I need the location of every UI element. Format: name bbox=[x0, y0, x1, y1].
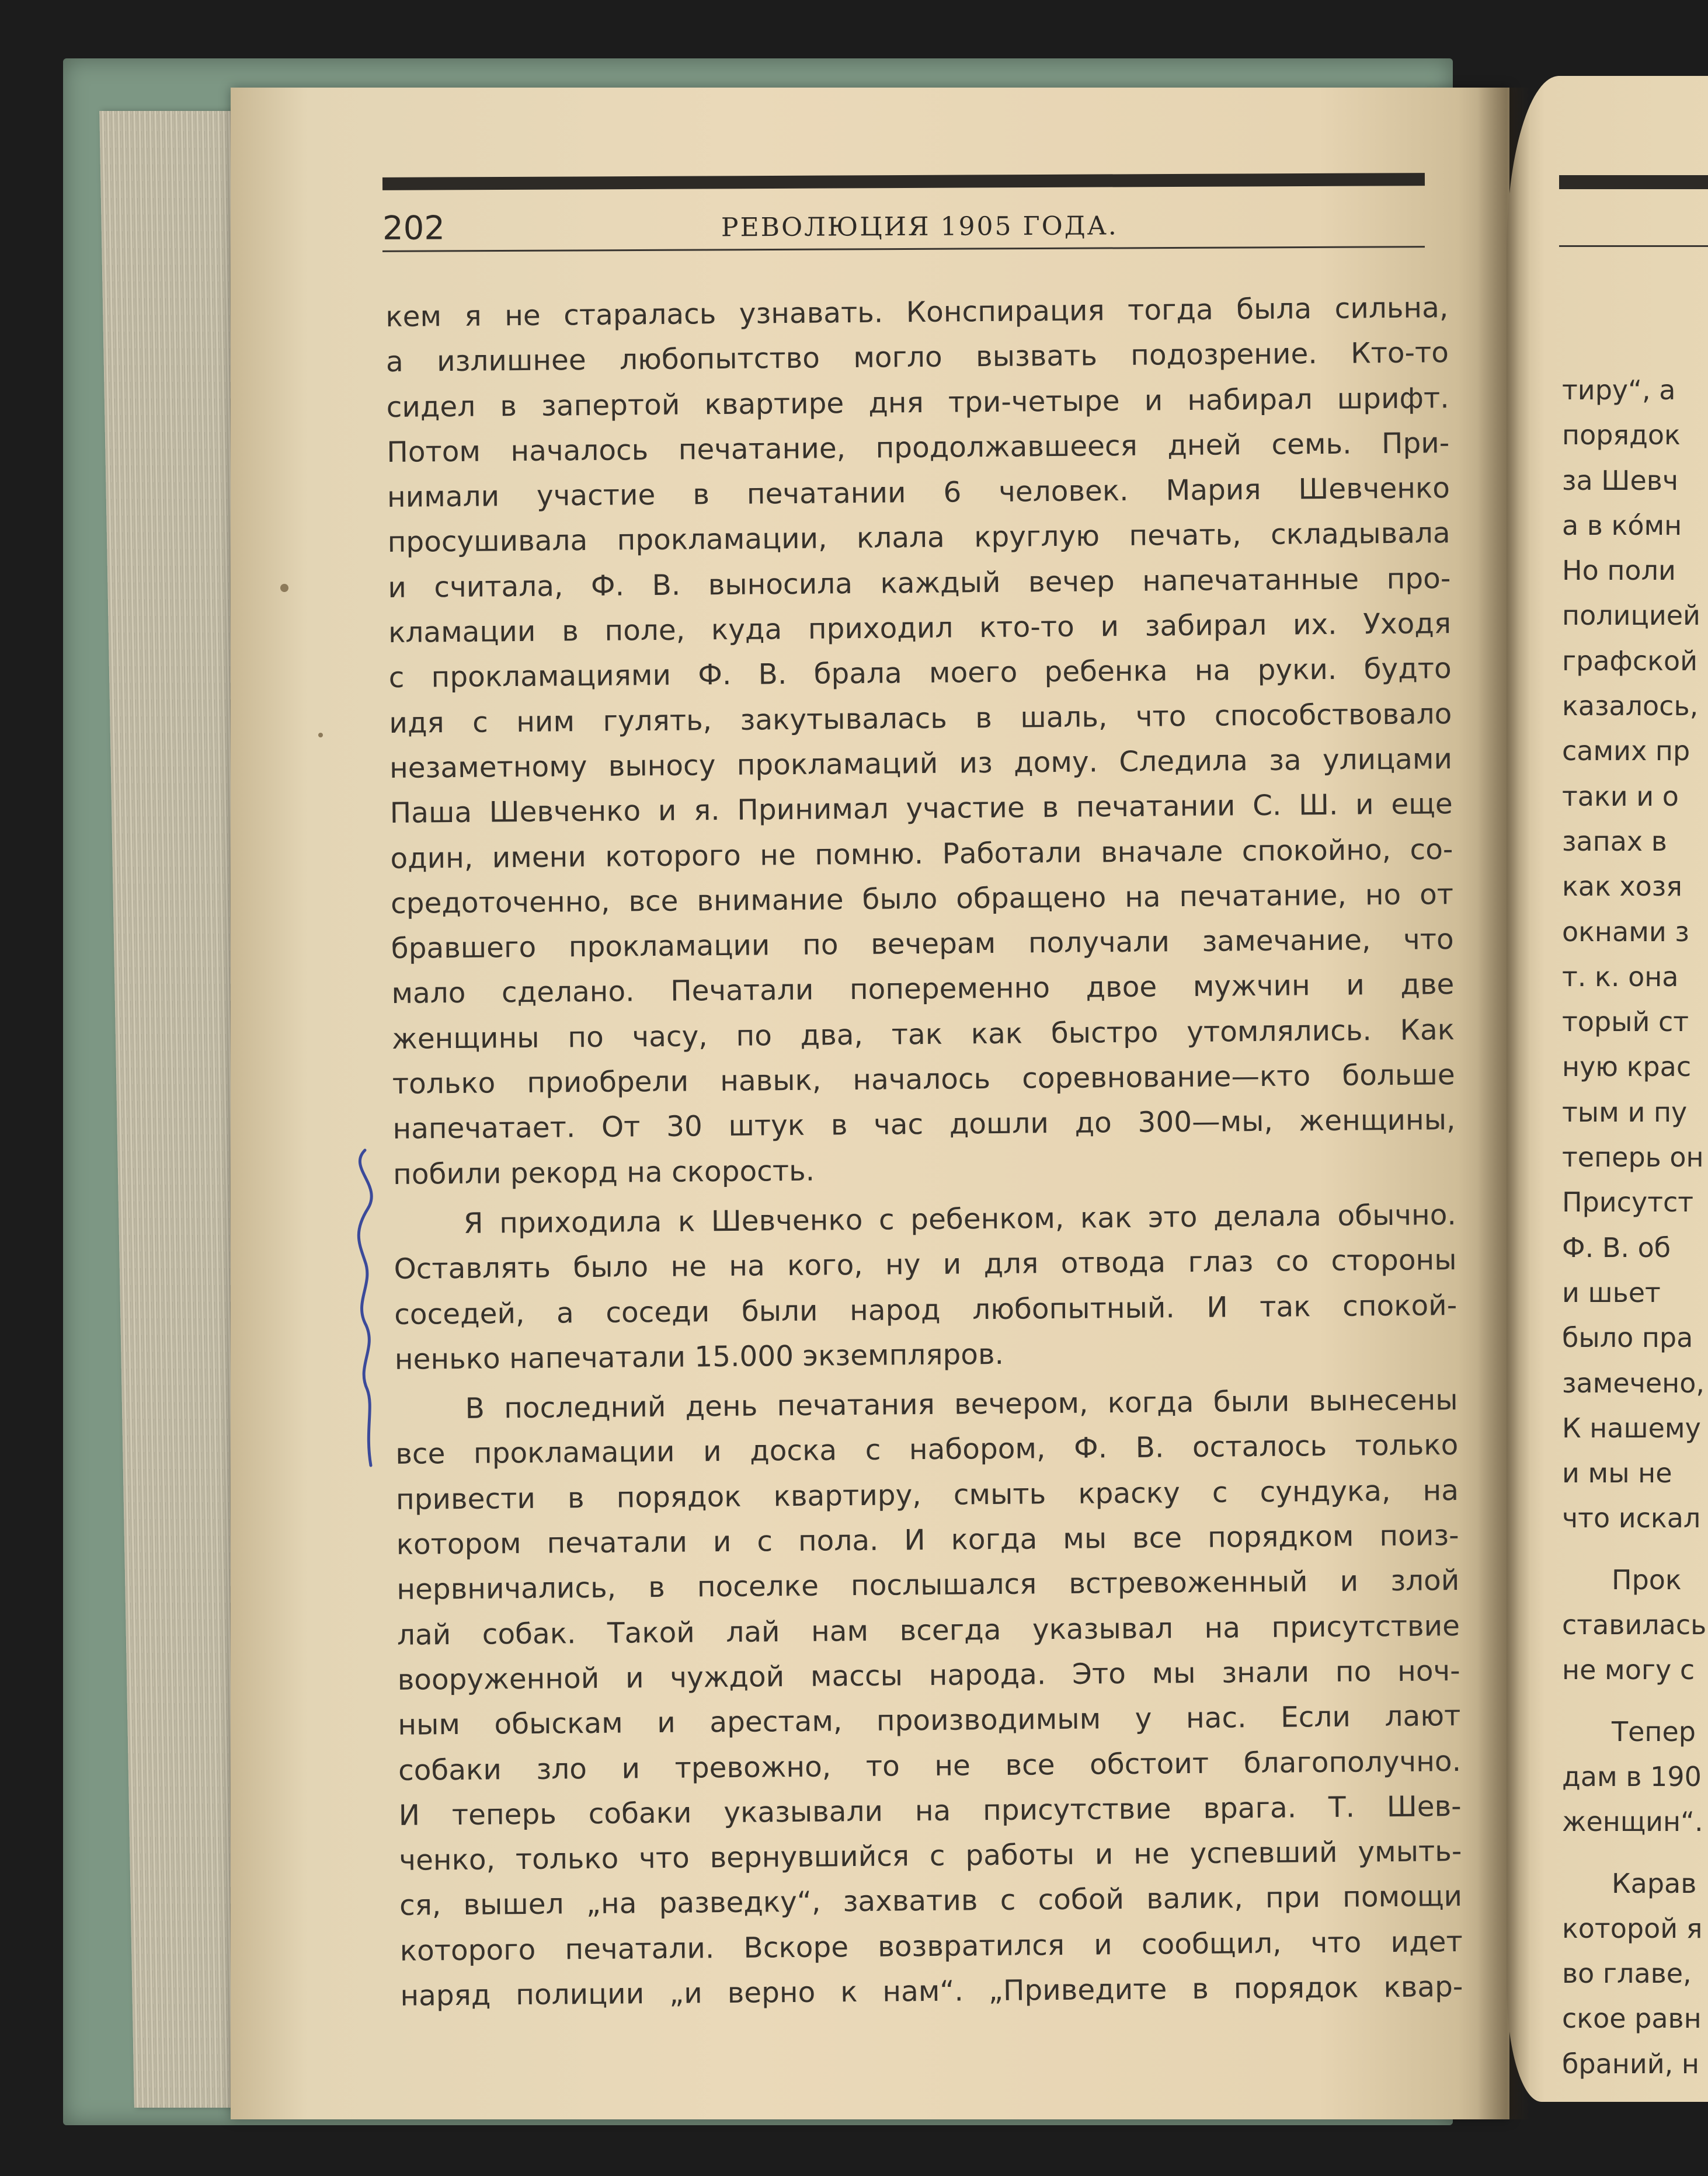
text-line: ся, вышел „на разведку“, захватив с собой валик, при помощи bbox=[399, 1880, 1463, 1923]
text-line: кем я не старалась узнавать. Конспирация тогда была сильна, bbox=[385, 291, 1449, 333]
right-text-line: таки и о bbox=[1562, 780, 1679, 812]
right-text-line: Прок bbox=[1612, 1564, 1682, 1596]
text-line: собаки зло и тревожно, то не все обстоит благополучно. bbox=[398, 1745, 1462, 1787]
right-text-line: порядок bbox=[1562, 419, 1681, 451]
text-line: Я приходила к Шевченко с ребенком, как это делала обычно. bbox=[463, 1198, 1457, 1240]
text-line: вооруженной и чуждой массы народа. Это мы знали по ноч- bbox=[397, 1654, 1460, 1697]
text-line: ным обыскам и арестам, производимым у нас. Если лают bbox=[398, 1700, 1461, 1742]
right-text-line: за Шевч bbox=[1562, 464, 1679, 496]
text-line: мало сделано. Печатали попеременно двое мужчин и две bbox=[391, 968, 1455, 1011]
text-line: идя с ним гулять, закутывалась в шаль, что способствовало bbox=[389, 697, 1452, 740]
right-text-line: т. к. она bbox=[1562, 960, 1679, 993]
paper-spot bbox=[318, 733, 323, 737]
right-text-line: К нашему bbox=[1562, 1412, 1701, 1444]
text-line: В последний день печатания вечером, когда были вынесены bbox=[465, 1384, 1458, 1426]
right-text-line: было пра bbox=[1562, 1322, 1693, 1354]
right-text-line: окнами з bbox=[1562, 915, 1689, 948]
right-text-line: Карав bbox=[1612, 1867, 1697, 1899]
page-number: 202 bbox=[382, 209, 446, 248]
text-line: один, имени которого не помню. Работали вначале спокойно, со- bbox=[390, 833, 1453, 875]
body-text bbox=[385, 286, 1463, 2019]
right-text-line: не могу с bbox=[1562, 1654, 1695, 1686]
right-text-line: тиру“, а bbox=[1562, 374, 1676, 406]
right-text-line: ную крас bbox=[1562, 1051, 1692, 1083]
paper-spot bbox=[280, 584, 288, 592]
text-line: привести в порядок квартиру, смыть краску с сундука, на bbox=[395, 1474, 1459, 1516]
text-line: котором печатали и с пола. И когда мы все порядком поиз- bbox=[396, 1519, 1459, 1561]
text-line: соседей, а соседи были народ любопытный. И так спокой- bbox=[394, 1289, 1457, 1331]
right-text-line: которой я bbox=[1562, 1912, 1703, 1944]
right-text-line: ставилась bbox=[1562, 1609, 1707, 1641]
right-header-rule-thin bbox=[1559, 245, 1708, 247]
right-text-line: как хозя bbox=[1562, 871, 1682, 903]
text-line: незаметному выносу прокламаций из дому. Следила за улицами bbox=[389, 743, 1453, 785]
page-header bbox=[382, 205, 1425, 250]
text-line: Паша Шевченко и я. Принимал участие в печатании С. Ш. и еще bbox=[389, 788, 1453, 830]
text-line: которого печатали. Вскоре возвратился и сообщил, что идет bbox=[399, 1925, 1463, 1968]
pen-margin-mark bbox=[342, 1144, 388, 1471]
right-text-line: теперь он bbox=[1562, 1141, 1704, 1174]
text-line: сидел в запертой квартире дня три-четыре и набирал шрифт. bbox=[386, 381, 1449, 424]
text-line: просушивала прокламации, клала круглую печать, складывала bbox=[387, 517, 1450, 559]
right-text-line: Тепер bbox=[1612, 1715, 1696, 1747]
right-text-line: казалось, bbox=[1562, 690, 1699, 722]
text-line: женщины по часу, по два, так как быстро утомлялись. Как bbox=[391, 1013, 1455, 1056]
right-text-line: браний, н bbox=[1562, 2048, 1699, 2080]
text-line: с прокламациями Ф. В. брала моего ребенка на руки. будто bbox=[388, 652, 1452, 695]
right-text-line: Но поли bbox=[1562, 555, 1676, 587]
text-line: побили рекорд на скорость. bbox=[392, 1154, 815, 1191]
right-text-line: запах в bbox=[1562, 825, 1667, 857]
text-line: нервничались, в поселке послышался встревоженный и злой bbox=[396, 1564, 1460, 1607]
right-text-line: тым и пу bbox=[1562, 1096, 1688, 1128]
paragraph-gap bbox=[1562, 1541, 1708, 1558]
right-text-line: и шьет bbox=[1562, 1276, 1661, 1308]
right-page bbox=[1507, 76, 1708, 2102]
text-line: Потом началось печатание, продолжавшееся дней семь. При- bbox=[387, 426, 1450, 469]
right-page-text bbox=[1562, 368, 1708, 2087]
right-text-line: женщин“. bbox=[1562, 1806, 1703, 1838]
text-line: Оставлять было не на кого, ну и для отвода глаз со стороны bbox=[394, 1244, 1457, 1286]
right-header-rule-thick bbox=[1559, 175, 1708, 189]
text-line: все прокламации и доска с набором, Ф. В. осталось только bbox=[395, 1429, 1459, 1471]
right-text-line: и мы не bbox=[1562, 1457, 1672, 1489]
paragraph-gap bbox=[1562, 1845, 1708, 1861]
text-line: лай собак. Такой лай нам всегда указывал на присутствие bbox=[396, 1609, 1460, 1652]
right-text-line: полицией bbox=[1562, 600, 1700, 632]
text-line: нимали участие в печатании 6 человек. Мария Шевченко bbox=[387, 472, 1450, 514]
right-text-line: а в ко́мн bbox=[1562, 509, 1682, 541]
text-line: бравшего прокламации по вечерам получали замечание, что bbox=[391, 923, 1454, 966]
text-line: только приобрели навык, началось соревнование—кто больше bbox=[392, 1059, 1455, 1101]
text-line: И теперь собаки указывали на присутствие врага. Т. Шев- bbox=[398, 1789, 1462, 1832]
right-text-line: ское равн bbox=[1562, 2003, 1702, 2035]
text-line: ненько напечатали 15.000 экземпляров. bbox=[394, 1338, 1004, 1376]
text-line: а излишнее любопытство могло вызвать подозрение. Кто-то bbox=[385, 336, 1449, 379]
right-text-line: графской bbox=[1562, 645, 1697, 677]
text-line: средоточенно, все внимание было обращено на печатание, но от bbox=[390, 878, 1454, 920]
text-line: напечатает. От 30 штук в час дошли до 300—мы, женщины, bbox=[392, 1103, 1456, 1146]
right-text-line: Присутст bbox=[1562, 1186, 1694, 1218]
right-text-line: что искал bbox=[1562, 1502, 1701, 1534]
paragraph-gap bbox=[1562, 1693, 1708, 1710]
right-text-line: дам в 190 bbox=[1562, 1760, 1702, 1792]
right-text-line: торый ст bbox=[1562, 1006, 1689, 1038]
right-text-line: замечено, bbox=[1562, 1367, 1704, 1399]
book-gutter bbox=[1477, 88, 1530, 2119]
text-line: ченко, только что вернувшийся с работы и не успевший умыть- bbox=[399, 1835, 1462, 1877]
text-line: и считала, Ф. В. выносила каждый вечер напечатанные про- bbox=[388, 562, 1451, 604]
right-text-line: Ф. В. об bbox=[1562, 1231, 1671, 1263]
running-title: РЕВОЛЮЦИЯ 1905 ГОДА. bbox=[721, 211, 1118, 243]
right-text-line: во главе, bbox=[1562, 1958, 1692, 1990]
text-line: наряд полиции „и верно к нам“. „Приведите в порядок квар- bbox=[400, 1970, 1463, 2013]
text-line: кламации в поле, куда приходил кто-то и забирал их. Уходя bbox=[388, 607, 1452, 650]
right-text-line: самих пр bbox=[1562, 735, 1690, 767]
